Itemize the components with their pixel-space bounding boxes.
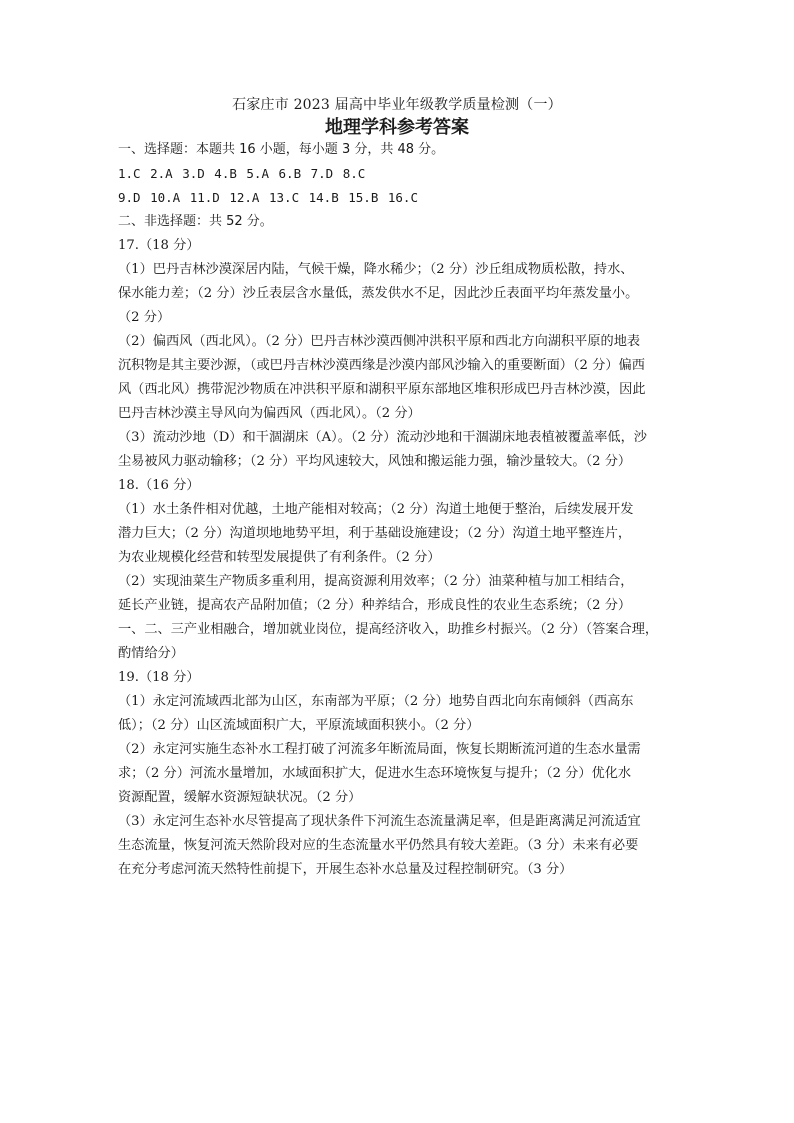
answer-line: 尘易被风力驱动输移；（2 分）平均风速较大，风蚀和搬运能力强，输沙量较大。（2 分） [118,454,632,469]
question-18-heading: 18.（16 分） [118,478,200,493]
answer-line: （1）巴丹吉林沙漠深居内陆，气候干燥，降水稀少；（2 分）沙丘组成物质松散，持水、 [118,262,634,277]
answer-line: 风（西北风）携带泥沙物质在冲洪积平原和湖积平原东部地区堆积形成巴丹吉林沙漠，因此 [118,382,646,397]
document-header [0,96,794,140]
answer-content [118,138,678,882]
section-heading-non-choice: 二、非选择题：共 52 分。 [118,214,273,229]
answer-line: （2）实现油菜生产物质多重利用，提高资源利用效率；（2 分）油菜种植与加工相结合， [118,574,634,589]
answer-line: 生态流量，恢复河流天然阶段对应的生态流量水平仍然具有较大差距。（3 分）未来有必要 [118,838,639,853]
choice-answers-row-2: 9.D 10.A 11.D 12.A 13.C 14.B 15.B 16.C [118,190,418,205]
exam-subtitle: 石家庄市 2023 届高中毕业年级教学质量检测（一） [232,97,562,113]
answer-line: 潜力巨大；（2 分）沟道坝地地势平坦，利于基础设施建设；（2 分）沟道土地平整连片， [118,526,632,541]
answer-line: 求；（2 分）河流水量增加，水域面积扩大，促进水生态环境恢复与提升；（2 分）优化水 [118,766,632,781]
answer-line: （2 分） [118,310,171,325]
answer-line: 酌情给分） [118,646,184,661]
answer-line: （2）偏西风（西北风）。（2 分）巴丹吉林沙漠西侧冲洪积平原和西北方向湖积平原的地表 [118,334,641,349]
question-19-heading: 19.（18 分） [118,670,200,685]
answer-line: 资源配置，缓解水资源短缺状况。（2 分） [118,790,362,805]
answer-line: 沉积物是其主要沙源，（或巴丹吉林沙漠西缘是沙漠内部风沙输入的重要断面）（2 分）偏西 [118,358,645,373]
section-heading-choice: 一、选择题：本题共 16 小题，每小题 3 分，共 48 分。 [118,142,445,157]
answer-line: （1）水土条件相对优越，土地产能相对较高；（2 分）沟道土地便于整治，后续发展开发 [118,502,634,517]
question-17-heading: 17.（18 分） [118,238,200,253]
document-title: 地理学科参考答案 [325,117,469,138]
choice-answers-row-1: 1.C 2.A 3.D 4.B 5.A 6.B 7.D 8.C [118,166,366,181]
answer-line: 延长产业链，提高农产品附加值；（2 分）种养结合，形成良性的农业生态系统；（2 分） [118,598,632,613]
answer-line: 保水能力差；（2 分）沙丘表层含水量低，蒸发供水不足，因此沙丘表面平均年蒸发量小。 [118,286,639,301]
answer-line: （2）永定河实施生态补水工程打破了河流多年断流局面，恢复长期断流河道的生态水量需 [118,742,641,757]
answer-line: （3）流动沙地（D）和干涸湖床（A）。（2 分）流动沙地和干涸湖床地表植被覆盖率低，沙 [118,430,647,445]
answer-line: （3）永定河生态补水尽管提高了现状条件下河流生态流量满足率，但是距离满足河流适宜 [118,814,641,829]
answer-line: （1）永定河流域西北部为山区，东南部为平原；（2 分）地势自西北向东南倾斜（西高东 [118,694,634,709]
answer-line: 在充分考虑河流天然特性前提下，开展生态补水总量及过程控制研究。（3 分） [118,862,573,877]
answer-line: 巴丹吉林沙漠主导风向为偏西风（西北风）。（2 分） [118,406,421,421]
answer-line: 低）；（2 分）山区流域面积广大，平原流域面积狭小。（2 分） [118,718,480,733]
answer-line: 一、二、三产业相融合，增加就业岗位，提高经济收入，助推乡村振兴。（2 分）（答案合理， [118,622,659,637]
answer-line: 为农业规模化经营和转型发展提供了有利条件。（2 分） [118,550,441,565]
